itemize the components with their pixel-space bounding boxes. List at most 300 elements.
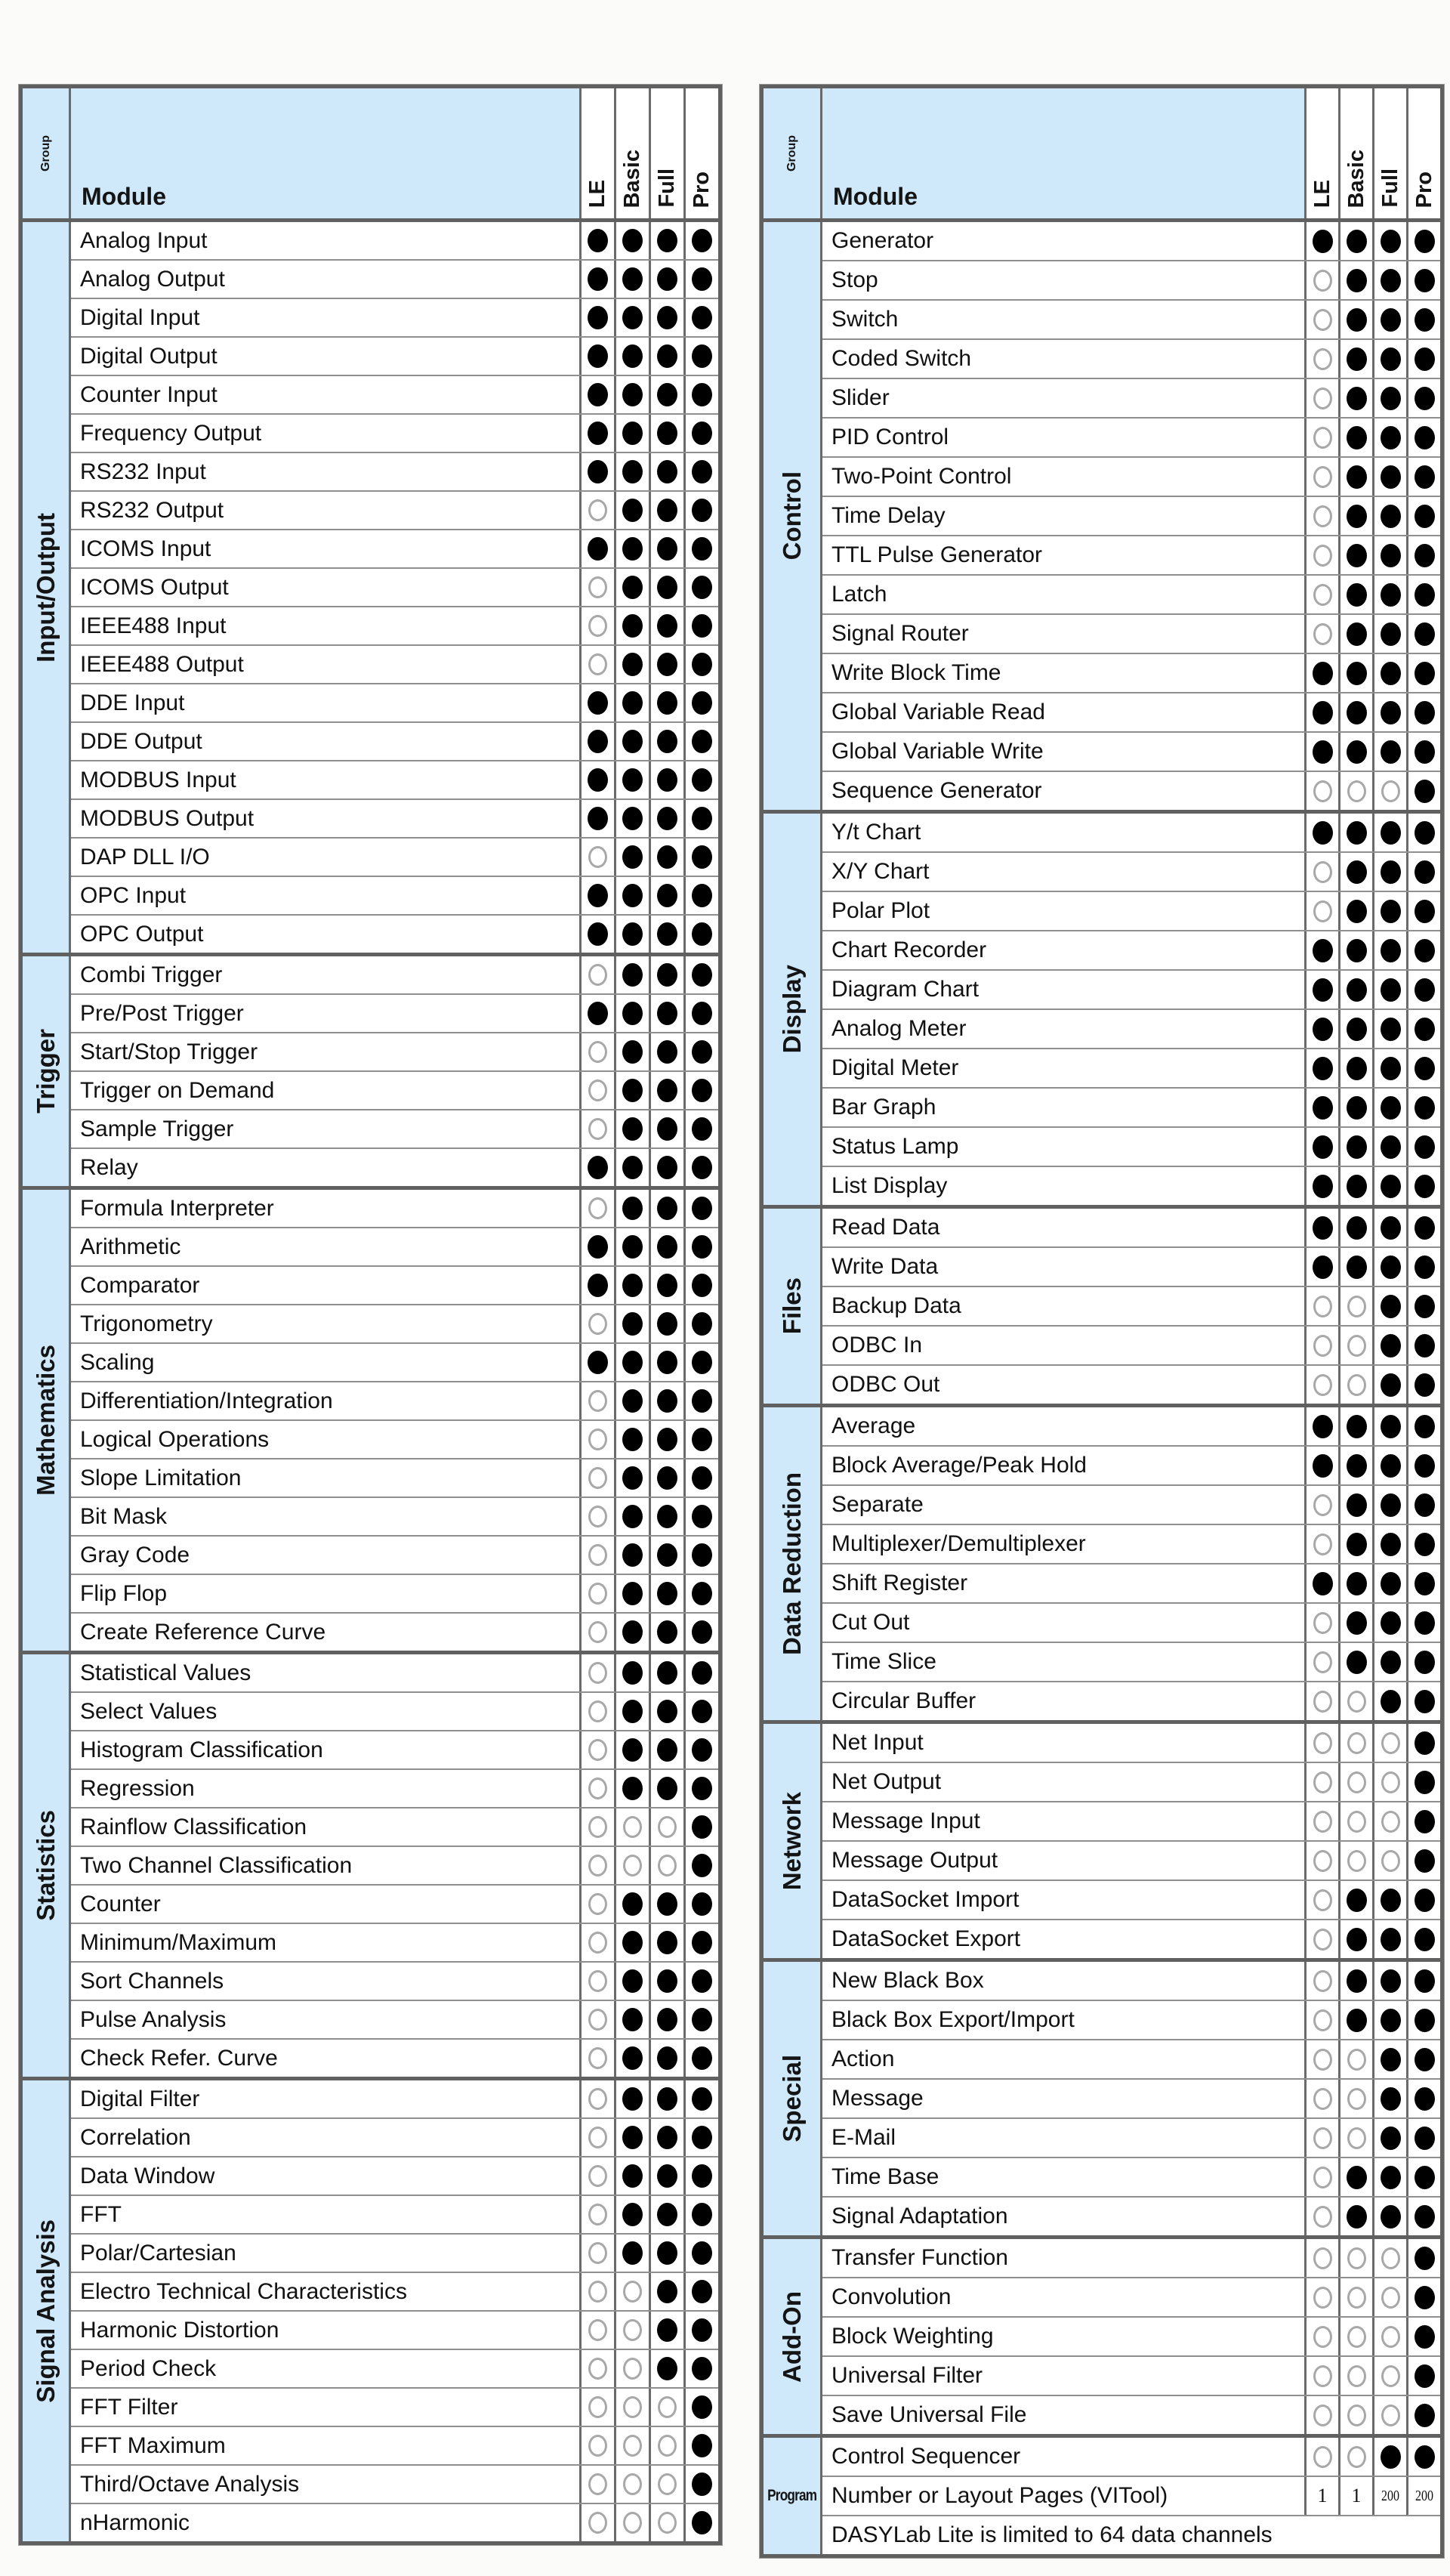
filled-dot-icon	[1415, 622, 1435, 646]
mark-cell	[579, 338, 614, 375]
filled-dot-icon	[1347, 465, 1367, 489]
module-name: Block Average/Peak Hold	[831, 1453, 1087, 1478]
filled-dot-icon	[622, 845, 643, 869]
module-cell	[822, 1049, 1304, 1087]
mark-cell	[1372, 1089, 1406, 1126]
mark-cell	[1304, 1881, 1338, 1919]
filled-dot-icon	[657, 537, 677, 561]
edition-header-pro	[683, 88, 718, 218]
module-row	[71, 995, 718, 1033]
edition-header-le	[579, 88, 614, 218]
mark-cell	[1372, 419, 1406, 456]
module-cell	[71, 995, 579, 1032]
filled-dot-icon	[1313, 1096, 1333, 1120]
filled-dot-icon	[1381, 2445, 1401, 2469]
filled-dot-icon	[622, 422, 643, 445]
module-row	[822, 2477, 1440, 2516]
mark-cell	[1338, 497, 1372, 535]
mark-cell	[1406, 1248, 1440, 1286]
mark-cell	[614, 2273, 649, 2310]
filled-dot-icon	[622, 267, 643, 291]
mark-cell	[1406, 971, 1440, 1008]
group-rows	[822, 2239, 1440, 2434]
group-special	[764, 1958, 1440, 2235]
mark-cell	[683, 684, 718, 721]
filled-dot-icon	[1347, 387, 1367, 410]
filled-dot-icon	[1415, 2127, 1435, 2150]
mark-cell	[579, 877, 614, 914]
mark-cell	[649, 1886, 683, 1923]
mark-cell	[1338, 853, 1372, 891]
filled-dot-icon	[1381, 622, 1401, 646]
filled-dot-icon	[622, 2203, 643, 2226]
filled-dot-icon	[622, 1892, 643, 1916]
module-cell	[822, 814, 1304, 851]
module-cell	[71, 415, 579, 452]
group-display	[764, 810, 1440, 1205]
filled-dot-icon	[1347, 662, 1367, 685]
mark-cell	[1406, 2198, 1440, 2235]
mark-cell	[614, 1614, 649, 1651]
mark-cell	[649, 1382, 683, 1419]
mark-cell	[1304, 1209, 1338, 1246]
filled-dot-icon	[1415, 505, 1435, 528]
filled-dot-icon	[588, 422, 608, 445]
filled-dot-icon	[692, 1156, 712, 1179]
empty-dot-icon	[1381, 780, 1400, 802]
module-name: Circular Buffer	[831, 1688, 976, 1713]
module-row	[822, 1209, 1440, 1248]
filled-dot-icon	[1415, 1771, 1435, 1794]
mark-cell	[1406, 2477, 1440, 2515]
mark-cell	[683, 1228, 718, 1265]
filled-dot-icon	[1313, 1216, 1333, 1240]
module-row	[71, 2157, 718, 2196]
filled-dot-icon	[1381, 1295, 1401, 1318]
module-cell	[822, 1643, 1304, 1681]
mark-cell	[1406, 222, 1440, 260]
mark-cell	[683, 723, 718, 760]
module-name: Select Values	[80, 1698, 218, 1724]
filled-dot-icon	[1313, 740, 1333, 764]
filled-dot-icon	[657, 460, 677, 483]
edition-header-basic	[1338, 88, 1372, 218]
mark-cell	[649, 800, 683, 837]
empty-dot-icon	[1313, 584, 1332, 606]
module-row	[71, 1382, 718, 1421]
module-name: Logical Operations	[80, 1426, 270, 1452]
filled-dot-icon	[692, 1040, 712, 1064]
module-name: Histogram Classification	[80, 1737, 323, 1762]
empty-dot-icon	[623, 2512, 642, 2534]
module-cell	[71, 916, 579, 953]
mark-cell	[649, 1149, 683, 1186]
empty-dot-icon	[588, 1429, 607, 1450]
filled-dot-icon	[657, 2008, 677, 2031]
mark-cell	[649, 877, 683, 914]
module-row	[71, 839, 718, 877]
empty-dot-icon	[1347, 1850, 1366, 1872]
mark-cell	[1304, 1049, 1338, 1087]
mark-cell	[614, 2040, 649, 2077]
filled-dot-icon	[622, 1079, 643, 1102]
mark-cell	[1406, 1724, 1440, 1762]
filled-dot-icon	[657, 1428, 677, 1451]
module-cell	[71, 1614, 579, 1651]
filled-dot-icon	[1347, 1096, 1367, 1120]
module-name: Digital Output	[80, 343, 218, 369]
module-cell	[822, 2158, 1304, 2196]
module-cell	[71, 2157, 579, 2195]
mark-cell	[579, 1654, 614, 1691]
group-label: Trigger	[31, 1029, 60, 1113]
filled-dot-icon	[622, 306, 643, 329]
mark-cell	[614, 569, 649, 606]
module-cell	[71, 1344, 579, 1381]
filled-dot-icon	[622, 1661, 643, 1685]
module-cell	[71, 2312, 579, 2349]
module-row	[71, 2119, 718, 2157]
module-row	[822, 1564, 1440, 1604]
mark-cell	[1406, 1763, 1440, 1801]
filled-dot-icon	[588, 1156, 608, 1179]
mark-cell	[649, 1847, 683, 1884]
filled-dot-icon	[657, 922, 677, 946]
filled-dot-icon	[1415, 583, 1435, 607]
mark-cell	[683, 2504, 718, 2541]
module-name: Time Delay	[831, 503, 946, 528]
mark-cell	[1338, 1842, 1372, 1879]
filled-dot-icon	[1347, 1889, 1367, 1912]
group-rows	[822, 2438, 1440, 2554]
module-name: Shift Register	[831, 1571, 968, 1595]
mark-cell	[1338, 1327, 1372, 1364]
filled-dot-icon	[622, 922, 643, 946]
filled-dot-icon	[657, 2203, 677, 2226]
filled-dot-icon	[657, 499, 677, 522]
mark-cell	[1372, 1604, 1406, 1642]
module-name: IEEE488 Input	[80, 613, 227, 638]
mark-cell	[1304, 222, 1338, 260]
filled-dot-icon	[1415, 2445, 1435, 2469]
filled-dot-icon	[622, 1351, 643, 1374]
mark-cell	[683, 1770, 718, 1807]
mark-cell	[1338, 419, 1372, 456]
mark-cell	[579, 956, 614, 993]
module-name: Convolution	[831, 2284, 952, 2309]
module-name: Switch	[831, 307, 899, 332]
mark-cell	[1338, 1049, 1372, 1087]
module-header-label: Module	[833, 183, 918, 210]
empty-dot-icon	[623, 2435, 642, 2457]
module-cell	[71, 1808, 579, 1846]
module-name: TTL Pulse Generator	[831, 542, 1043, 567]
filled-dot-icon	[1415, 347, 1435, 371]
filled-dot-icon	[622, 807, 643, 830]
filled-dot-icon	[588, 537, 608, 561]
module-row	[71, 299, 718, 338]
empty-dot-icon	[1313, 1850, 1332, 1872]
filled-dot-icon	[1381, 347, 1401, 371]
empty-dot-icon	[588, 615, 607, 637]
mark-cell	[649, 1498, 683, 1535]
filled-dot-icon	[657, 1505, 677, 1528]
mark-cell	[1406, 853, 1440, 891]
empty-dot-icon	[1313, 1612, 1332, 1634]
module-row	[822, 340, 1440, 379]
mark-cell	[1372, 931, 1406, 969]
module-cell	[71, 1847, 579, 1884]
mark-cell	[683, 2001, 718, 2038]
module-name: DataSocket Import	[831, 1887, 1020, 1912]
filled-dot-icon	[622, 730, 643, 753]
module-name: Y/t Chart	[831, 820, 921, 845]
filled-dot-icon	[1415, 269, 1435, 292]
filled-dot-icon	[657, 344, 677, 368]
mark-cell	[683, 492, 718, 529]
mark-cell	[1372, 1682, 1406, 1720]
empty-dot-icon	[1347, 2446, 1366, 2468]
mark-cell	[1338, 1881, 1372, 1919]
filled-dot-icon	[1415, 1889, 1435, 1912]
mark-cell	[614, 2157, 649, 2195]
module-cell	[822, 458, 1304, 496]
filled-dot-icon	[1313, 1057, 1333, 1080]
mark-cell	[649, 2235, 683, 2272]
filled-dot-icon	[1381, 662, 1401, 685]
module-cell	[71, 761, 579, 798]
module-name: MODBUS Input	[80, 767, 236, 792]
filled-dot-icon	[692, 691, 712, 715]
mark-cell	[614, 530, 649, 567]
mark-cell	[579, 2427, 614, 2464]
mark-cell	[614, 1537, 649, 1574]
mark-cell	[683, 1190, 718, 1227]
module-cell	[71, 723, 579, 760]
module-cell	[71, 2389, 579, 2426]
module-row	[822, 1802, 1440, 1842]
filled-dot-icon	[692, 1235, 712, 1259]
module-name: Bar Graph	[831, 1095, 936, 1120]
mark-cell	[649, 1459, 683, 1496]
module-row	[71, 338, 718, 376]
mark-cell	[1304, 1407, 1338, 1445]
filled-dot-icon	[1415, 1572, 1435, 1595]
mark-cell	[579, 299, 614, 336]
filled-dot-icon	[1381, 465, 1401, 489]
mark-cell	[1372, 2198, 1406, 2235]
mark-cell	[1304, 1327, 1338, 1364]
mark-cell	[1338, 576, 1372, 613]
mark-cell	[1338, 971, 1372, 1008]
filled-dot-icon	[1381, 939, 1401, 962]
module-cell	[822, 2080, 1304, 2117]
module-cell	[71, 1731, 579, 1768]
mark-cell	[1406, 1802, 1440, 1840]
module-cell	[71, 2040, 579, 2077]
module-name: Regression	[80, 1775, 195, 1801]
module-name: Third/Octave Analysis	[80, 2471, 300, 2497]
mark-cell	[1406, 1604, 1440, 1642]
mark-cell	[1406, 1564, 1440, 1602]
mark-cell	[649, 376, 683, 413]
mark-cell	[1338, 458, 1372, 496]
group-label-cell	[764, 1209, 822, 1404]
module-cell	[71, 1886, 579, 1923]
empty-dot-icon	[1313, 2049, 1332, 2071]
module-cell	[71, 1963, 579, 2000]
filled-dot-icon	[692, 1969, 712, 1993]
module-row	[71, 1654, 718, 1693]
module-name: IEEE488 Output	[80, 651, 244, 677]
filled-dot-icon	[588, 807, 608, 830]
mark-cell	[1338, 2318, 1372, 2355]
filled-dot-icon	[1381, 1334, 1401, 1357]
module-row	[71, 607, 718, 646]
mark-cell	[1406, 2239, 1440, 2277]
filled-dot-icon	[657, 383, 677, 406]
mark-cell	[1406, 340, 1440, 378]
module-name: Number or Layout Pages (VITool)	[831, 2483, 1168, 2508]
empty-dot-icon	[1313, 1691, 1332, 1713]
filled-dot-icon	[657, 2164, 677, 2188]
empty-dot-icon	[1313, 466, 1332, 488]
module-cell	[822, 1167, 1304, 1205]
empty-dot-icon	[588, 1118, 607, 1140]
mark-cell	[683, 2389, 718, 2426]
filled-dot-icon	[1415, 1415, 1435, 1438]
module-row	[71, 2312, 718, 2350]
module-name: Chart Recorder	[831, 937, 987, 962]
module-name: Block Weighting	[831, 2324, 994, 2349]
empty-dot-icon	[588, 1390, 607, 1412]
filled-dot-icon	[1415, 1731, 1435, 1755]
mark-cell	[614, 1886, 649, 1923]
filled-dot-icon	[1415, 2087, 1435, 2111]
empty-dot-icon	[623, 2319, 642, 2341]
module-name: Formula Interpreter	[80, 1195, 274, 1221]
mark-cell	[649, 916, 683, 953]
mark-cell	[1406, 2080, 1440, 2117]
empty-dot-icon	[1381, 1811, 1400, 1833]
mark-cell	[614, 492, 649, 529]
mark-cell	[1304, 971, 1338, 1008]
module-row	[822, 654, 1440, 693]
module-name: ODBC In	[831, 1333, 923, 1357]
module-row	[71, 530, 718, 569]
mark-cell	[1304, 2158, 1338, 2196]
mark-cell	[614, 1110, 649, 1147]
mark-cell	[683, 299, 718, 336]
module-row	[822, 1447, 1440, 1486]
filled-dot-icon	[1347, 583, 1367, 607]
filled-dot-icon	[1415, 1096, 1435, 1120]
filled-dot-icon	[622, 499, 643, 522]
filled-dot-icon	[657, 1351, 677, 1374]
empty-dot-icon	[1313, 2127, 1332, 2149]
empty-dot-icon	[1347, 2127, 1366, 2149]
table-header-row	[23, 88, 718, 222]
empty-dot-icon	[1313, 2009, 1332, 2031]
filled-dot-icon	[1347, 544, 1367, 567]
mark-cell	[649, 956, 683, 993]
mark-cell	[579, 1459, 614, 1496]
module-header-cell	[71, 88, 579, 218]
mark-cell	[579, 1731, 614, 1768]
filled-dot-icon	[1313, 1135, 1333, 1159]
module-name: FFT Filter	[80, 2394, 178, 2420]
module-row	[71, 800, 718, 839]
filled-dot-icon	[692, 344, 712, 368]
mark-value: 1	[1317, 2485, 1328, 2507]
module-cell	[71, 261, 579, 298]
module-name: Message Output	[831, 1848, 998, 1873]
feature-table-right	[760, 85, 1444, 2558]
mark-cell	[1406, 301, 1440, 338]
filled-dot-icon	[1415, 2205, 1435, 2229]
module-cell	[822, 261, 1304, 299]
mark-cell	[1372, 892, 1406, 930]
mark-cell	[614, 916, 649, 953]
filled-dot-icon	[657, 1738, 677, 1762]
filled-dot-icon	[1347, 821, 1367, 845]
module-row	[71, 1924, 718, 1963]
module-name: Sort Channels	[80, 1968, 224, 1994]
filled-dot-icon	[657, 1235, 677, 1259]
mark-cell	[1338, 693, 1372, 731]
empty-dot-icon	[1347, 1771, 1366, 1793]
module-row	[71, 1770, 718, 1808]
module-cell	[822, 1366, 1304, 1404]
empty-dot-icon	[588, 1544, 607, 1566]
mark-cell	[683, 646, 718, 683]
module-cell	[822, 2357, 1304, 2395]
edition-header-basic	[614, 88, 649, 218]
filled-dot-icon	[1381, 1928, 1401, 1951]
filled-dot-icon	[1381, 2166, 1401, 2189]
filled-dot-icon	[657, 2318, 677, 2342]
mark-cell	[579, 1190, 614, 1227]
empty-dot-icon	[588, 2165, 607, 2187]
module-cell	[71, 1072, 579, 1109]
mark-cell	[1406, 1962, 1440, 2000]
filled-dot-icon	[1381, 1611, 1401, 1635]
filled-dot-icon	[1381, 821, 1401, 845]
empty-dot-icon	[1347, 2405, 1366, 2426]
filled-dot-icon	[1415, 2286, 1435, 2309]
filled-dot-icon	[588, 460, 608, 483]
module-name: MODBUS Output	[80, 805, 255, 831]
mark-cell	[1338, 1209, 1372, 1246]
filled-dot-icon	[622, 1931, 643, 1954]
empty-dot-icon	[588, 2242, 607, 2264]
mark-cell	[649, 492, 683, 529]
module-cell	[71, 1459, 579, 1496]
mark-cell	[1406, 379, 1440, 417]
empty-dot-icon	[1313, 2287, 1332, 2309]
filled-dot-icon	[622, 2241, 643, 2265]
mark-cell	[649, 1693, 683, 1730]
module-row	[71, 1228, 718, 1267]
module-cell	[822, 693, 1304, 731]
filled-dot-icon	[692, 1428, 712, 1451]
empty-dot-icon	[1313, 1732, 1332, 1754]
group-label: Control	[777, 471, 806, 561]
mark-cell	[614, 415, 649, 452]
mark-cell	[614, 261, 649, 298]
mark-cell	[649, 1654, 683, 1691]
filled-dot-icon	[1381, 1256, 1401, 1279]
